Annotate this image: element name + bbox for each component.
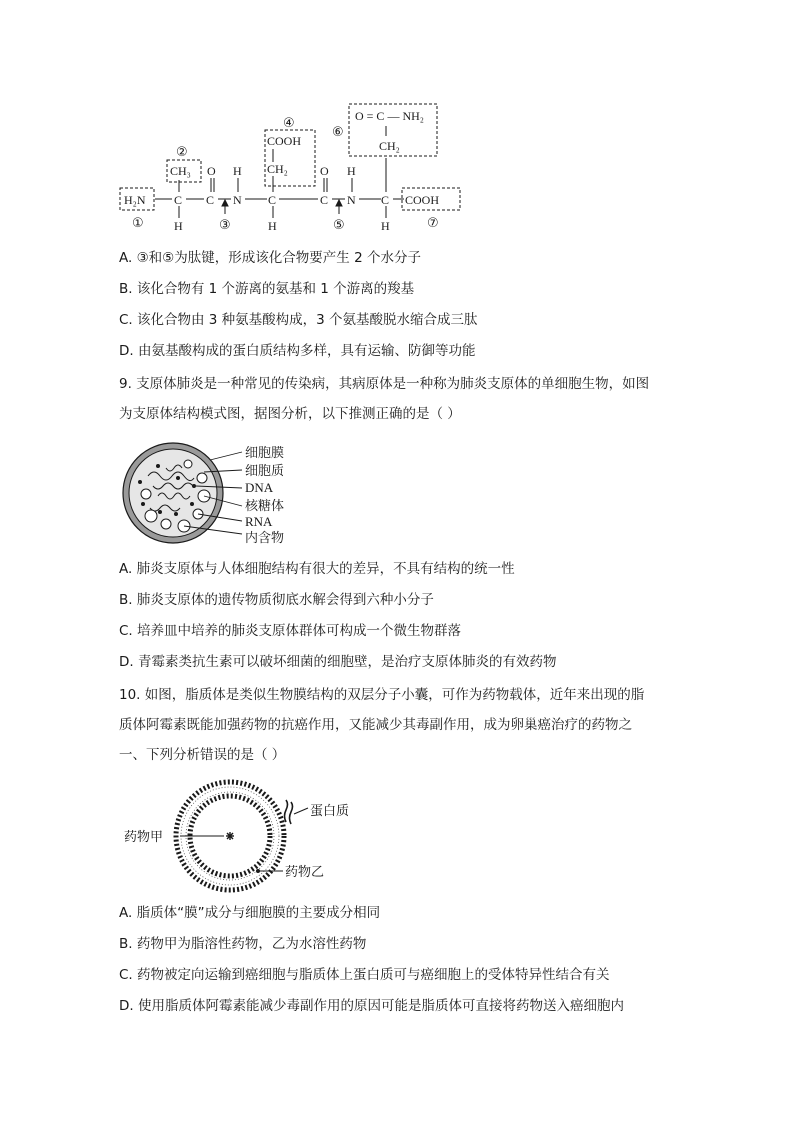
label-cytoplasm: 细胞质	[245, 464, 285, 479]
cooh-side-group: COOH	[267, 134, 302, 148]
q8-option-d: D. 由氨基酸构成的蛋白质结构多样，具有运输、防御等功能	[119, 343, 476, 359]
liposome-figure	[118, 778, 368, 896]
q8-option-b: B. 该化合物有 1 个游离的氨基和 1 个游离的羧基	[119, 281, 415, 297]
label-ribosome: 核糖体	[245, 499, 285, 514]
q9-option-d: D. 青霉素类抗生素可以破坏细菌的细胞壁，是治疗支原体肺炎的有效药物	[119, 654, 557, 670]
ch2-group-b: CH₂	[379, 139, 400, 153]
q9-option-b: B. 肺炎支原体的遗传物质彻底水解会得到六种小分子	[119, 592, 434, 608]
tripeptide-structure-figure	[115, 100, 475, 240]
mark-6: ⑥	[332, 125, 344, 140]
mark-1: ①	[132, 216, 144, 231]
q10-option-a: A. 脂质体“膜”成分与细胞膜的主要成分相同	[119, 905, 381, 921]
ch2-group-a: CH₂	[267, 162, 288, 176]
atom-c5: C	[381, 193, 390, 207]
q9-option-c: C. 培养皿中培养的肺炎支原体群体可构成一个微生物群落	[119, 623, 462, 639]
mark-5: ⑤	[333, 218, 345, 233]
q10-stem-line-2: 质体阿霉素既能加强药物的抗癌作用，又能减少其毒副作用，成为卵巢癌治疗的药物之	[119, 717, 632, 733]
mycoplasma-structure-figure	[118, 438, 318, 550]
atom-c3: C	[268, 193, 277, 207]
q10-stem-line-3: 一、下列分析错误的是（ ）	[119, 747, 286, 763]
atom-n1: N	[233, 193, 242, 207]
q8-option-c: C. 该化合物由 3 种氨基酸构成，3 个氨基酸脱水缩合成三肽	[119, 312, 478, 328]
h2n-group: H₂N	[124, 193, 146, 207]
mark-4: ④	[283, 116, 295, 131]
label-cell-membrane: 细胞膜	[245, 446, 285, 461]
q10-option-d: D. 使用脂质体阿霉素能减少毒副作用的原因可能是脂质体可直接将药物送入癌细胞内	[119, 998, 624, 1014]
atom-c1: C	[174, 193, 183, 207]
label-drug-a: 药物甲	[124, 830, 164, 845]
atom-n2: N	[347, 193, 356, 207]
q10-option-c: C. 药物被定向运输到癌细胞与脂质体上蛋白质可与癌细胞上的受体特异性结合有关	[119, 967, 610, 983]
atom-h2: H	[233, 164, 242, 178]
q8-option-a: A. ③和⑤为肽键，形成该化合物要产生 2 个水分子	[119, 250, 421, 266]
mark-2: ②	[176, 145, 188, 160]
label-protein: 蛋白质	[310, 804, 350, 819]
label-dna: DNA	[245, 480, 274, 495]
q9-stem-line-1: 9. 支原体肺炎是一种常见的传染病，其病原体是一种称为肺炎支原体的单细胞生物，如图	[119, 376, 650, 392]
ch3-group: CH₃	[170, 164, 191, 178]
atom-h1: H	[174, 219, 183, 233]
atom-c4: C	[320, 193, 329, 207]
q9-option-a: A. 肺炎支原体与人体细胞结构有很大的差异，不具有结构的统一性	[119, 561, 515, 577]
amide-group: O = C — NH₂	[355, 109, 424, 123]
atom-h5: H	[381, 219, 390, 233]
cooh-end-group: COOH	[405, 193, 440, 207]
mark-3: ③	[219, 218, 231, 233]
atom-o1: O	[207, 164, 216, 178]
label-inclusion: 内含物	[245, 531, 285, 546]
atom-h3: H	[268, 219, 277, 233]
label-drug-b: 药物乙	[285, 865, 325, 880]
atom-c2: C	[206, 193, 215, 207]
label-rna: RNA	[245, 514, 273, 529]
q9-stem-line-2: 为支原体结构模式图，据图分析，以下推测正确的是（ ）	[119, 406, 461, 422]
q10-option-b: B. 药物甲为脂溶性药物，乙为水溶性药物	[119, 936, 367, 952]
atom-h4: H	[347, 164, 356, 178]
q10-stem-line-1: 10. 如图，脂质体是类似生物膜结构的双层分子小囊，可作为药物载体，近年来出现的脂	[119, 687, 645, 703]
mark-7: ⑦	[427, 216, 439, 231]
atom-o2: O	[320, 164, 329, 178]
